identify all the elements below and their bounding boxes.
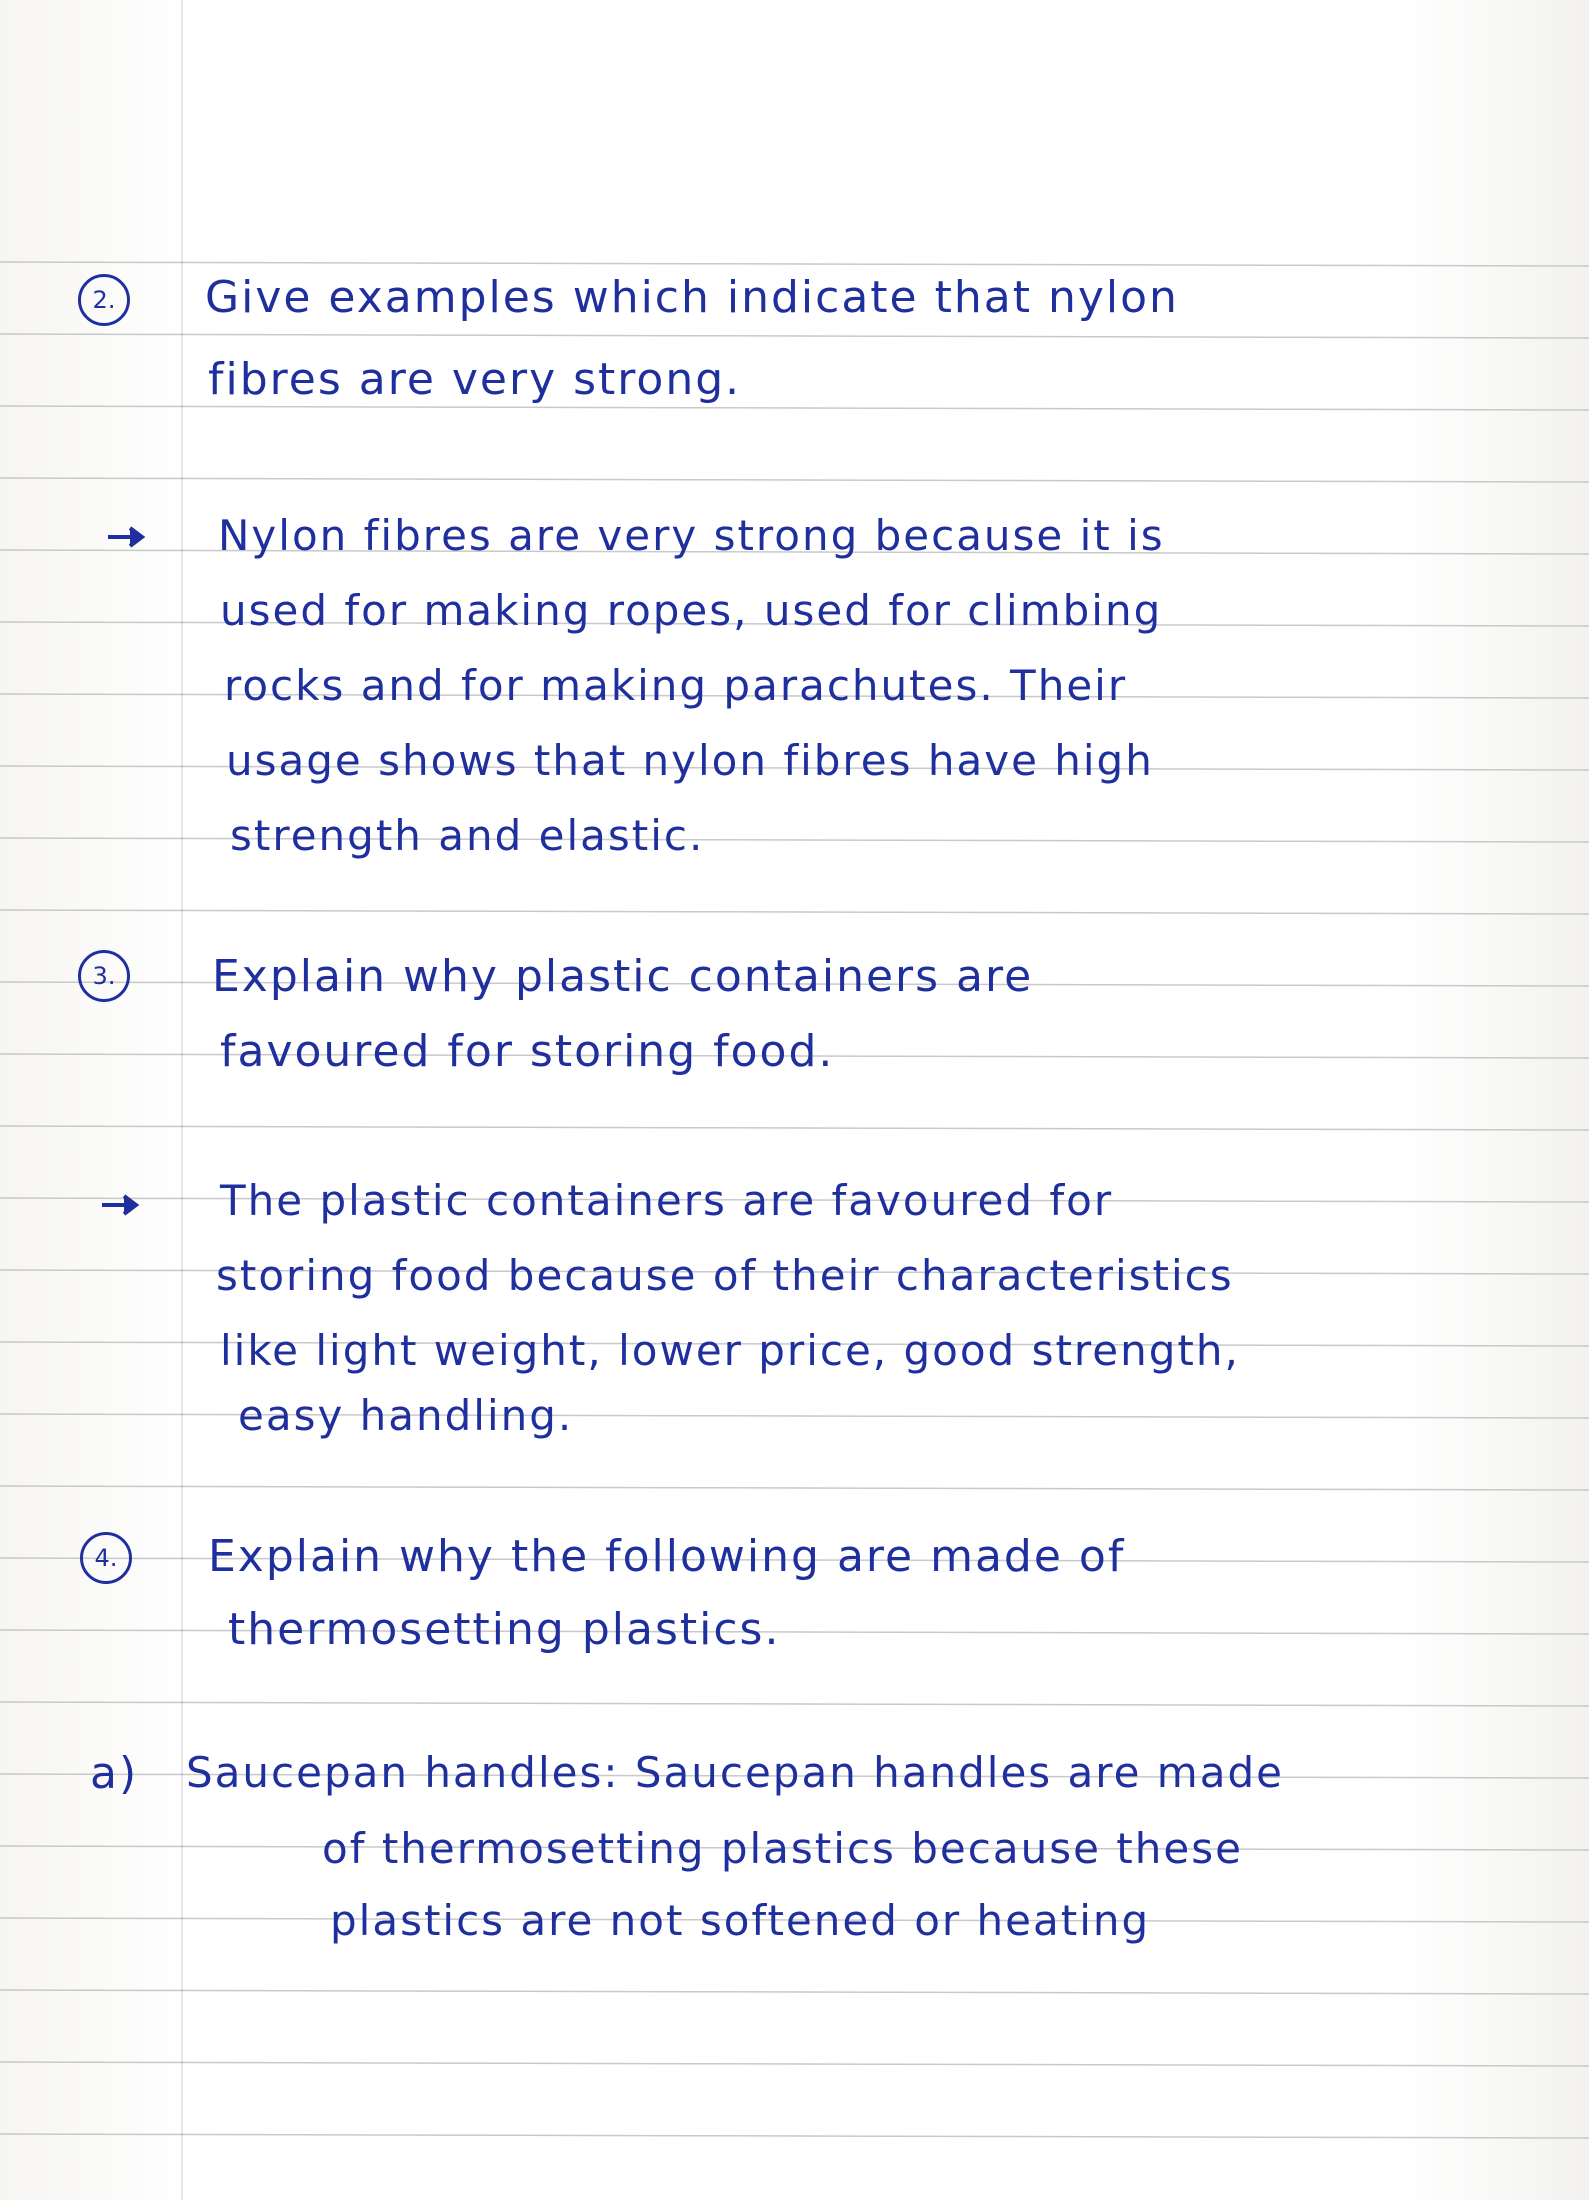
answer-text-line: used for making ropes, used for climbing [220, 586, 1163, 635]
question-text-line: Explain why plastic containers are [212, 951, 1034, 1002]
ruled-line [0, 262, 1589, 266]
sub-answer-label: a) [90, 1748, 139, 1799]
ruled-line [0, 910, 1589, 914]
ruled-line [0, 2062, 1589, 2066]
ruled-line [0, 1702, 1589, 1706]
answer-text-line: like light weight, lower price, good strength, [220, 1326, 1240, 1375]
answer-text-line: usage shows that nylon fibres have high [226, 736, 1154, 785]
arrow-icon [98, 1190, 146, 1220]
answer-text-line: rocks and for making parachutes. Their [224, 661, 1128, 710]
ruled-line [0, 1486, 1589, 1490]
margin-line [181, 0, 183, 2200]
question-number-badge [80, 1532, 132, 1584]
question-text-line: Explain why the following are made of [208, 1531, 1126, 1582]
question-text-line: favoured for storing food. [220, 1026, 835, 1077]
answer-text-line: The plastic containers are favoured for [220, 1176, 1114, 1225]
ruled-line [0, 2134, 1589, 2138]
question-text-line: fibres are very strong. [208, 354, 742, 405]
ruled-line [0, 406, 1589, 410]
question-text-line: Give examples which indicate that nylon [205, 272, 1179, 323]
answer-text-line: strength and elastic. [230, 811, 705, 860]
ruled-line [0, 1990, 1589, 1994]
answer-text-line: easy handling. [238, 1391, 574, 1440]
answer-text-line: Nylon fibres are very strong because it is [218, 511, 1165, 560]
question-text-line: thermosetting plastics. [228, 1604, 781, 1655]
question-number: 4. [94, 1544, 118, 1572]
answer-text-line: Saucepan handles: Saucepan handles are made [186, 1748, 1284, 1797]
answer-text-line: storing food because of their characteristics [216, 1251, 1234, 1300]
answer-text-line: plastics are not softened or heating [330, 1896, 1151, 1945]
question-number: 3. [92, 962, 116, 990]
question-number: 2. [92, 286, 116, 314]
question-number-badge [78, 950, 130, 1002]
ruled-line [0, 334, 1589, 338]
ruled-line [0, 478, 1589, 482]
answer-text-line: of thermosetting plastics because these [322, 1824, 1243, 1873]
arrow-icon [104, 522, 152, 552]
ruled-line [0, 1126, 1589, 1130]
question-number-badge [78, 274, 130, 326]
